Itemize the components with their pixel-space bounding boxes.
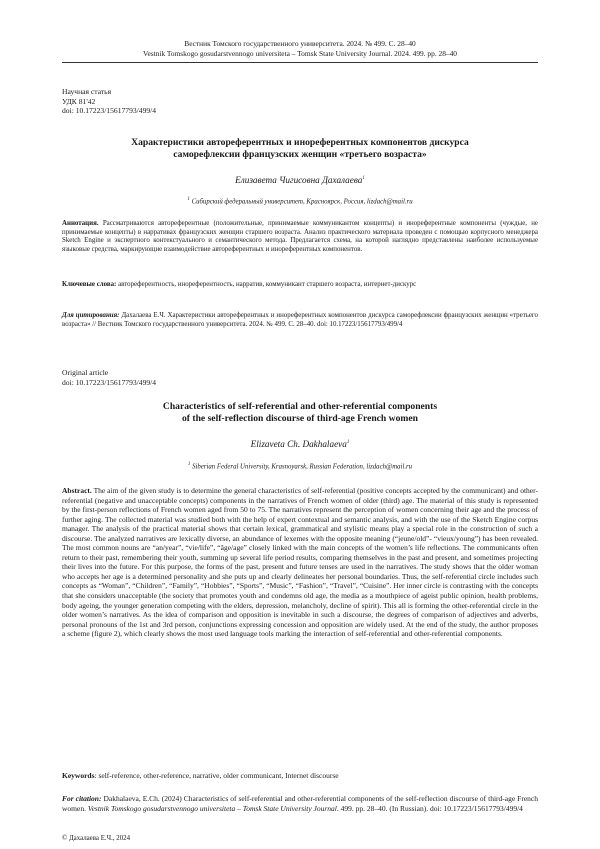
en-doi: doi: 10.17223/15617793/499/4	[62, 377, 157, 387]
ru-citation: Для цитирования: Дахалаева Е.Ч. Характеристики автореферентных и инореферентных компонентов дискурса саморефлексии французских женщин «третьего возраста» // Вестник Томского государственного университета. 2024. № 499. С. 28–40. doi: 10.17223/15617793/499/4	[62, 312, 538, 328]
en-abstract: Abstract. The aim of the given study is to determine the general characteristics of self-referential (positive concepts accepted by the communicant) and other-referential (negative and unacceptable concepts) components in the narratives of French women of older (third) age. The material of this study is represented by the first-person reflections of French women aged from 50 to 75. The narratives represent the perception of women concerning their age and the process of further aging. The collected material was studied both with the help of expert contextual and semantic analysis, and with the use of the Sketch Engine corpus manager. The analysis of the practical material shows that certain lexical, grammatical and stylistic means play a special role in the construction of such a discourse. The analyzed narratives are lexically diverse, an abundance of lexemes with the opposite meaning (“jeune/old”- “vieux/young”) has been revealed. The most common nouns are “an/year”, “vie/life”, “âge/age” closely linked with the main concepts of the women’s life reflections. The communicants often return to their past, remembering their youth, summing up several life period results, comparing themselves in the past and present, and sometimes projecting their lives into the future. For this purpose, the forms of the past, present and future tenses are used in the narratives. The study shows that the older woman who accepts her age is a determined personality and she puts up and clearly delineates her personal boundaries. Thus, the self-referential circle includes such concepts as “Woman”, “Children”, “Family”, “Hobbies”, “Sports”, “Music”, “Fashion”, “Travel”, “Cuisine”. Her inner circle is contrasting with the concepts that she considers unacceptable (the society that promotes youth and condemns old age, the media as a mouthpiece of ageist public opinion, health problems, body ageing, the younger generation competing with the elders, depression, melancholy, decline of spirit). This all is forming the other-referential circle in the older women’s narratives. As the idea of comparison and opposition is inevitable in such a discourse, the degrees of comparison of adjectives and adverbs, personal pronouns of the 1st and 3rd person, conjunctions expressing concession and opposition are widely used. At the end of the study, the author proposes a scheme (figure 2), which clearly shows the most used language tools marking the interaction of self-referential and other-referential components.	[62, 486, 538, 639]
en-title: Characteristics of self-referential and other-referential components of the self-reflection discourse of third-age French women	[162, 401, 438, 425]
ru-title: Характеристики автореферентных и инореферентных компонентов дискурса саморефлексии французских женщин «третьего возраста»	[131, 137, 469, 161]
ru-keywords: Ключевые слова: автореферентность, инореферентность, нарратив, коммуникант старшего возраста, интернет-дискурс	[62, 281, 417, 288]
en-affiliation: $^1$ Siberian Federal University, Krasnoyarsk, Russian Federation, lizdach@mail.ru	[187, 462, 413, 471]
journal-header-en: Vestnik Tomskogo gosudarstvennogo universiteta – Tomsk State University Journal. 2024. 499. pp. 28–40	[142, 49, 457, 58]
en-citation: For citation: Dakhalaeva, E.Ch. (2024) Characteristics of self-referential and other-referential components of the self-reflection discourse of third-age French women. Vestnik Tomskogo gosudarstvennogo universiteta – Tomsk State University Journal. 499. pp. 28–40. (In Russian). doi: 10.17223/15617793/499/4	[62, 794, 538, 813]
journal-header-ru: Вестник Томского государственного университета. 2024. № 499. С. 28–40	[184, 39, 416, 48]
copyright: © Дахалаева Е.Ч., 2024	[62, 835, 131, 842]
ru-meta	[62, 87, 156, 116]
header-rule	[62, 62, 538, 63]
ru-abstract: Аннотация. Рассматриваются автореферентные (положительные, принимаемые коммуникантом концепты) и инореферентные компоненты (чуждые, не принимаемые концепты) в нарративах французских женщин старшего возраста. Анализ практического материала проведен с помощью корпусного менеджера Sketch Engine и экспертного контекстуального и семантического метода. Предлагается схема, на которой наглядно представлены наиболее используемые языковые средства, маркирующие взаимодействие автореферентных и инореферентных компонентов.	[62, 220, 538, 253]
en-meta	[62, 368, 156, 387]
ru-doi: doi: 10.17223/15617793/499/4	[62, 106, 157, 116]
en-article-type: Original article	[62, 368, 109, 377]
ru-author: Елизавета Чигисовна Дахалаева$^1$	[235, 175, 365, 186]
en-keywords: Keywords: self-reference, other-reference, narrative, older communicant, Internet discourse	[62, 771, 339, 780]
ru-article-type: Научная статья	[62, 87, 112, 96]
ru-udc: УДК 81'42	[62, 96, 96, 106]
en-author: Elizaveta Ch. Dakhalaeva$^1$	[250, 439, 350, 450]
ru-affiliation: $^1$ Сибирский федеральный университет, Красноярск, Россия, lizdach@mail.ru	[187, 197, 413, 206]
journal-header	[0, 39, 600, 59]
